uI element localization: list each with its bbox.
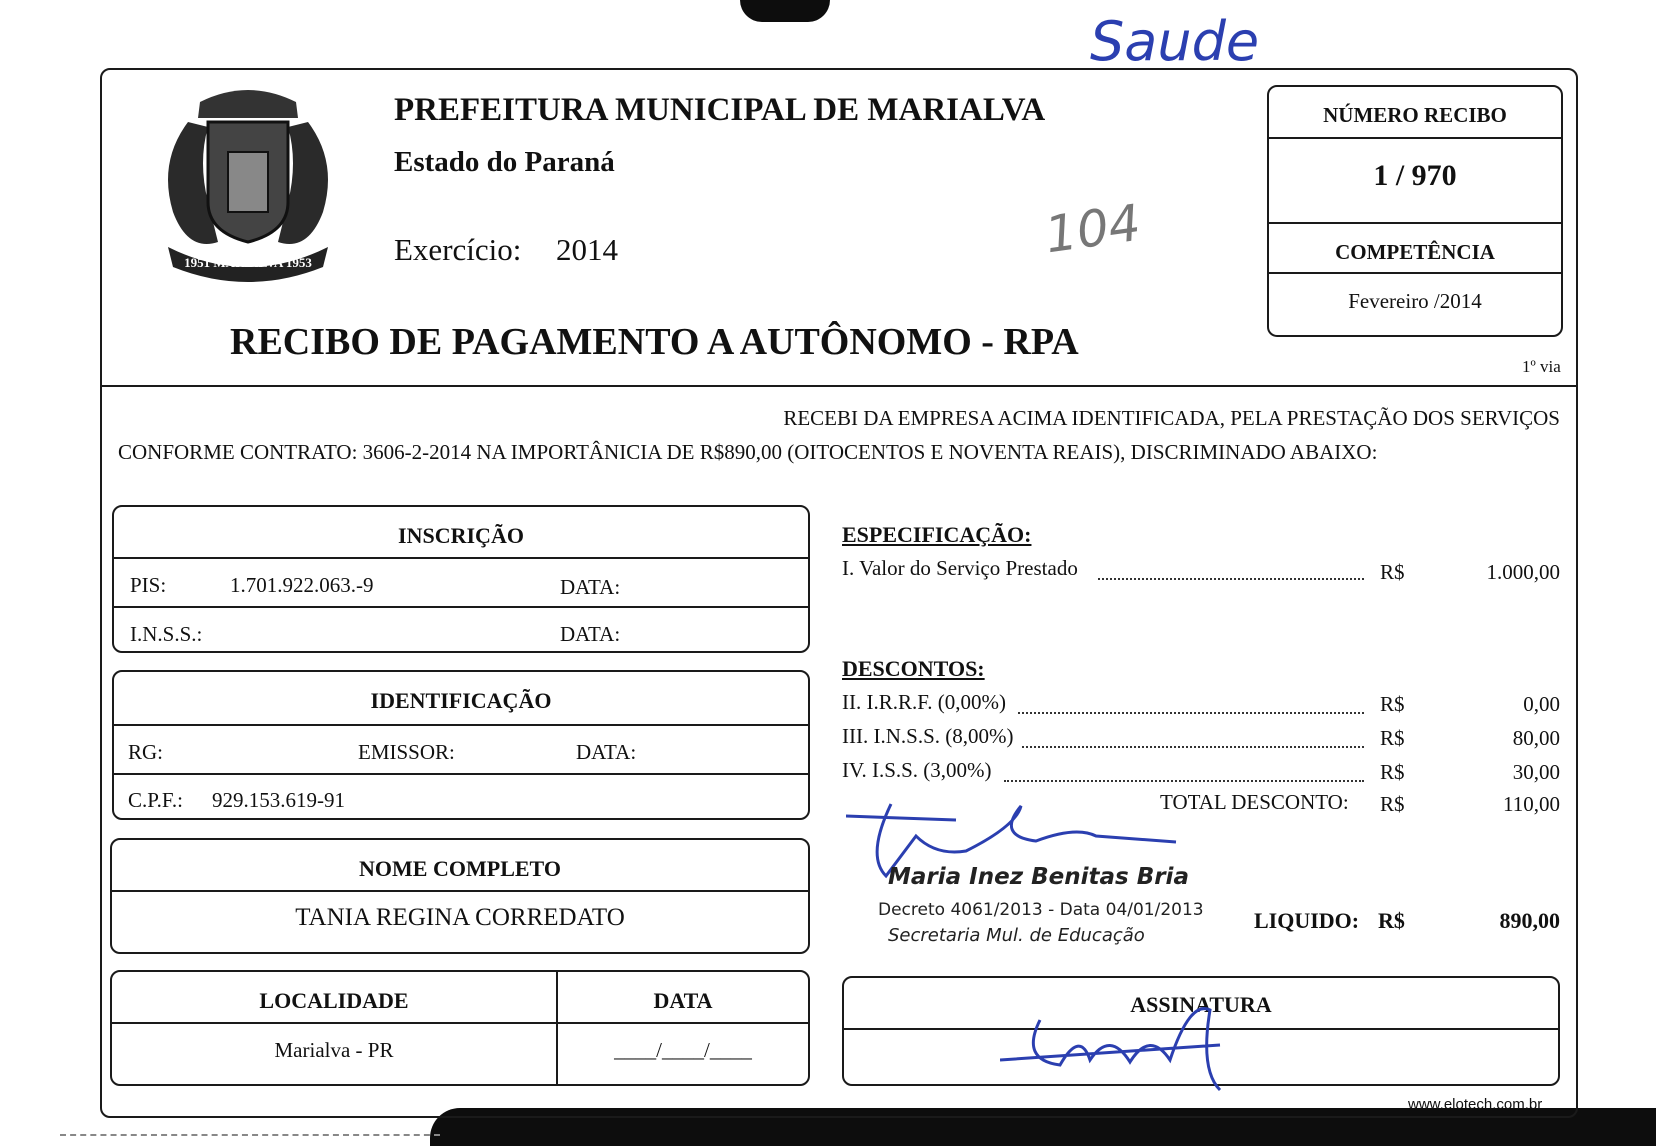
perforation-line bbox=[60, 1134, 440, 1136]
exercise-label: Exercício: bbox=[394, 232, 522, 267]
seal-text: 1951 MARIALVA 1953 bbox=[184, 255, 312, 270]
irrf-amount: 0,00 bbox=[1523, 692, 1560, 716]
iss-label: IV. I.S.S. (3,00%) bbox=[842, 758, 992, 782]
pis-value: 1.701.922.063.-9 bbox=[230, 573, 374, 597]
rg-label: RG: bbox=[128, 740, 164, 764]
document-title: RECIBO DE PAGAMENTO A AUTÔNOMO - RPA bbox=[230, 321, 1079, 363]
coat-of-arms-icon bbox=[148, 82, 348, 292]
localidade-value: Marialva - PR bbox=[274, 1038, 394, 1062]
state-name: Estado do Paraná bbox=[394, 146, 615, 178]
inscricao-title: INSCRIÇÃO bbox=[398, 523, 524, 548]
descontos-title: DESCONTOS: bbox=[842, 656, 985, 681]
iss-amount: 30,00 bbox=[1512, 760, 1560, 784]
copy-label: 1º via bbox=[1522, 357, 1561, 376]
inss-label: I.N.S.S.: bbox=[130, 622, 203, 646]
servico-amount: 1.000,00 bbox=[1486, 560, 1560, 584]
identificacao-date-label: DATA: bbox=[576, 740, 637, 764]
irrf-currency: R$ bbox=[1380, 692, 1405, 716]
stamp-department: Secretaria Mul. de Educação bbox=[888, 925, 1145, 946]
cpf-value: 929.153.619-91 bbox=[212, 788, 345, 812]
iss-currency: R$ bbox=[1380, 760, 1405, 784]
localidade-box bbox=[110, 970, 810, 1086]
identificacao-box bbox=[112, 670, 810, 820]
scan-blot-top bbox=[740, 0, 830, 22]
inss-discount-currency: R$ bbox=[1380, 726, 1405, 750]
header-divider bbox=[100, 385, 1578, 387]
handwritten-note: Saude bbox=[1090, 10, 1260, 73]
irrf-label: II. I.R.R.F. (0,00%) bbox=[842, 690, 1006, 714]
org-name: PREFEITURA MUNICIPAL DE MARIALVA bbox=[394, 92, 1046, 128]
pis-date-label: DATA: bbox=[560, 575, 621, 599]
identificacao-title: IDENTIFICAÇÃO bbox=[370, 688, 552, 713]
stamp-name: Maria Inez Benitas Bria bbox=[888, 864, 1189, 890]
total-desconto-amount: 110,00 bbox=[1503, 792, 1560, 816]
cpf-label: C.P.F.: bbox=[128, 788, 183, 812]
inss-discount-label: III. I.N.S.S. (8,00%) bbox=[842, 724, 1014, 748]
localidade-title: LOCALIDADE bbox=[259, 988, 409, 1013]
total-desconto-label: TOTAL DESCONTO: bbox=[1160, 790, 1349, 814]
statement-line-2: CONFORME CONTRATO: 3606-2-2014 NA IMPORTÂNICIA DE R$890,00 (OITOCENTOS E NOVENTA REAIS), DISCRIMINADO ABAIXO: bbox=[118, 440, 1378, 464]
competence-label: COMPETÊNCIA bbox=[1335, 240, 1495, 264]
exercise-year: 2014 bbox=[556, 232, 618, 267]
handwritten-page-number: 104 bbox=[1041, 193, 1145, 265]
inscricao-box bbox=[112, 505, 810, 653]
emissor-label: EMISSOR: bbox=[358, 740, 455, 764]
receipt-number-box bbox=[1267, 85, 1563, 337]
nome-completo-value: TANIA REGINA CORREDATO bbox=[295, 904, 625, 931]
servico-label: I. Valor do Serviço Prestado bbox=[842, 556, 1078, 580]
competence-value: Fevereiro /2014 bbox=[1348, 289, 1482, 313]
receipt-number-label: NÚMERO RECIBO bbox=[1323, 103, 1507, 127]
stamp-decree: Decreto 4061/2013 - Data 04/01/2013 bbox=[878, 900, 1204, 920]
total-desconto-currency: R$ bbox=[1380, 792, 1405, 816]
especificacao-title: ESPECIFICAÇÃO: bbox=[842, 522, 1032, 547]
liquido-label: LIQUIDO: bbox=[1254, 908, 1360, 933]
footer-website: www.elotech.com.br bbox=[1408, 1096, 1543, 1113]
nome-completo-box bbox=[110, 838, 810, 954]
pis-label: PIS: bbox=[130, 573, 167, 597]
assinatura-title: ASSINATURA bbox=[1130, 992, 1272, 1017]
statement-line-1: RECEBI DA EMPRESA ACIMA IDENTIFICADA, PELA PRESTAÇÃO DOS SERVIÇOS bbox=[783, 406, 1560, 430]
data-value: ____/____/____ bbox=[614, 1038, 752, 1062]
data-title: DATA bbox=[653, 988, 713, 1013]
servico-currency: R$ bbox=[1380, 560, 1405, 584]
liquido-amount: 890,00 bbox=[1499, 908, 1560, 933]
liquido-currency: R$ bbox=[1378, 908, 1405, 933]
inss-discount-amount: 80,00 bbox=[1512, 726, 1560, 750]
receipt-number-value: 1 / 970 bbox=[1373, 159, 1457, 192]
inss-date-label: DATA: bbox=[560, 622, 621, 646]
payee-signature-icon bbox=[1000, 990, 1260, 1100]
nome-completo-title: NOME COMPLETO bbox=[359, 856, 561, 881]
